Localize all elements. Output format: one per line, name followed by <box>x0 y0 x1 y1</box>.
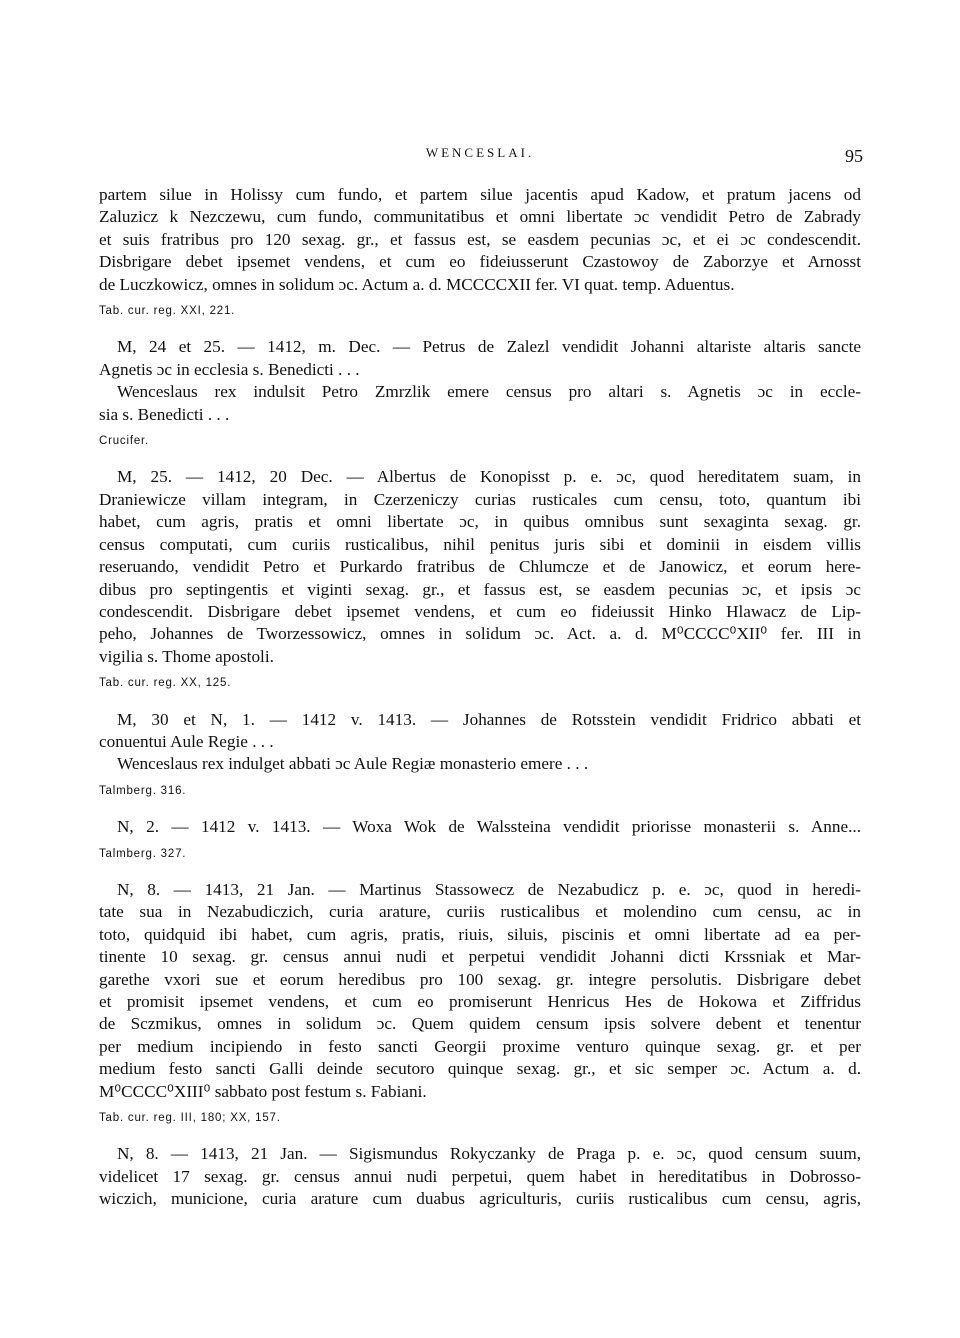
entry-paragraph <box>99 879 861 1103</box>
text-line: de Luczkowicz, omnes in solidum ɔc. Actum a. d. MCCCCXII fer. VI quat. temp. Aduentus. <box>99 274 735 294</box>
text-line: Wenceslaus rex indulget abbati ɔc Aule Regiæ monasterio emere . . . <box>117 754 589 774</box>
text-line: dibus pro septingentis et viginti sexag. gr., et fassus est, se easdem pecunias ɔc, et ipsis ɔc <box>99 579 861 599</box>
document-body <box>99 184 861 1211</box>
source-reference: Talmberg. 316. <box>99 784 187 797</box>
text-line: Wenceslaus rex indulsit Petro Zmrzlik emere census pro altari s. Agnetis ɔc in eccle- <box>117 382 861 402</box>
entry-heading-line: N, 8. — 1413, 21 Jan. — Martinus Stassowecz de Nezabudicz p. e. ɔc, quod in heredi- <box>117 879 861 899</box>
text-line: toto, quidquid ibi habet, cum agris, pratis, riuis, siluis, piscinis et omni libertate ad ea per- <box>99 924 861 944</box>
running-title: WENCESLAI. <box>425 145 535 160</box>
entry-heading-line: M, 25. — 1412, 20 Dec. — Albertus de Konopisst p. e. ɔc, quod hereditatem suam, in <box>117 467 861 487</box>
entry-paragraph <box>99 466 861 668</box>
text-line: et suis fratribus pro 120 sexag. gr., et fassus est, se easdem pecunias ɔc, et ei ɔc condescendit. <box>99 229 861 249</box>
text-line: videlicet 17 sexag. gr. census annui nudi perpetui, quem habet in hereditatibus in Dobrosso- <box>99 1166 861 1186</box>
text-line: tate sua in Nezabudiczich, curia arature, curiis rusticalibus et molendino cum censu, ac in <box>99 902 861 922</box>
text-line: reseruando, vendidit Petro et Purkardo fratribus de Chlumcze et de Janowicz, et eorum here- <box>99 557 861 577</box>
text-line: Agnetis ɔc in ecclesia s. Benedicti . . . <box>99 359 360 379</box>
source-reference: Tab. cur. reg. XXI, 221. <box>99 305 236 318</box>
text-line: peho, Johannes de Tworzessowicz, omnes in solidum ɔc. Act. a. d. M⁰CCCC⁰XII⁰ fer. III in <box>99 624 861 644</box>
source-reference: Tab. cur. reg. XX, 125. <box>99 677 232 690</box>
text-line: habet, cum agris, pratis et omni libertate ɔc, in quibus omnibus sunt sexaginta sexag. gr. <box>99 512 861 532</box>
text-line: partem silue in Holissy cum fundo, et partem silue jacentis apud Kadow, et pratum jacens od <box>99 185 861 204</box>
text-line: per medium incipiendo in festo sancti Georgii proxime venturo quinque sexag. gr. et per <box>99 1036 861 1056</box>
text-line: conuentui Aule Regie . . . <box>99 731 274 751</box>
page-number: 95 <box>845 146 863 166</box>
entry-paragraph <box>99 1143 861 1210</box>
text-line: wiczich, municione, curia arature cum duabus agriculturis, curiis rusticalibus cum censu, agris, <box>99 1189 861 1209</box>
text-line: de Sczmikus, omnes in solidum ɔc. Quem quidem censum ipsis solvere debent et tenentur <box>99 1014 861 1034</box>
entry-heading-line: N, 8. — 1413, 21 Jan. — Sigismundus Rokyczanky de Praga p. e. ɔc, quod censum suum, <box>117 1144 861 1164</box>
entry-heading-line: M, 30 et N, 1. — 1412 v. 1413. — Johannes de Rotsstein vendidit Fridrico abbati et <box>117 709 861 729</box>
entry-paragraph <box>99 709 861 776</box>
text-line: tinente 10 sexag. gr. census annui nudi et perpetui vendidit Johanni dicti Krssniak et Mar- <box>99 947 861 967</box>
source-reference: Tab. cur. reg. III, 180; XX, 157. <box>99 1112 281 1125</box>
entry-paragraph <box>99 816 861 838</box>
text-line: vigilia s. Thome apostoli. <box>99 646 274 666</box>
text-line: Zaluzicz k Nezczewu, cum fundo, communitatibus et omni libertate ɔc vendidit Petro de Zabrady <box>99 207 861 227</box>
text-line: Draniewicze villam integram, in Czerzeniczy curias rusticales cum censu, toto, quantum ibi <box>99 489 861 509</box>
entry-heading-line: M, 24 et 25. — 1412, m. Dec. — Petrus de Zalezl vendidit Johanni altariste altaris sancte <box>117 337 861 357</box>
source-reference: Crucifer. <box>99 435 150 448</box>
text-line: medium festo sancti Galli deinde secutoro quinque sexag. gr., et sic semper ɔc. Actum a. d. <box>99 1059 861 1079</box>
text-line: condescendit. Disbrigare debet ipsemet vendens, et cum eo fideiussit Hinko Hlawacz de Lip- <box>99 601 861 621</box>
entry-paragraph <box>99 184 861 296</box>
text-line: garethe vxori sue et eorum heredibus pro 100 sexag. gr. integre persolutis. Disbrigare debet <box>99 969 861 989</box>
source-reference: Talmberg. 327. <box>99 847 187 860</box>
text-line: sia s. Benedicti . . . <box>99 404 230 424</box>
text-line: et promisit ipsemet vendens, et cum eo promiserunt Henricus Hes de Hokowa et Ziffridus <box>99 992 861 1011</box>
entry-heading-line: N, 2. — 1412 v. 1413. — Woxa Wok de Walssteina vendidit priorisse monasterii s. Anne... <box>117 817 861 837</box>
text-line: M⁰CCCC⁰XIII⁰ sabbato post festum s. Fabiani. <box>99 1081 427 1101</box>
text-line: Disbrigare debet ipsemet vendens, et cum eo fideiusserunt Czastowoy de Zaborzye et Arnosst <box>99 252 861 272</box>
text-line: census computati, cum curiis rusticalibus, nihil penitus juris sibi et dominii in eisdem villis <box>99 534 861 554</box>
entry-paragraph <box>99 336 861 426</box>
